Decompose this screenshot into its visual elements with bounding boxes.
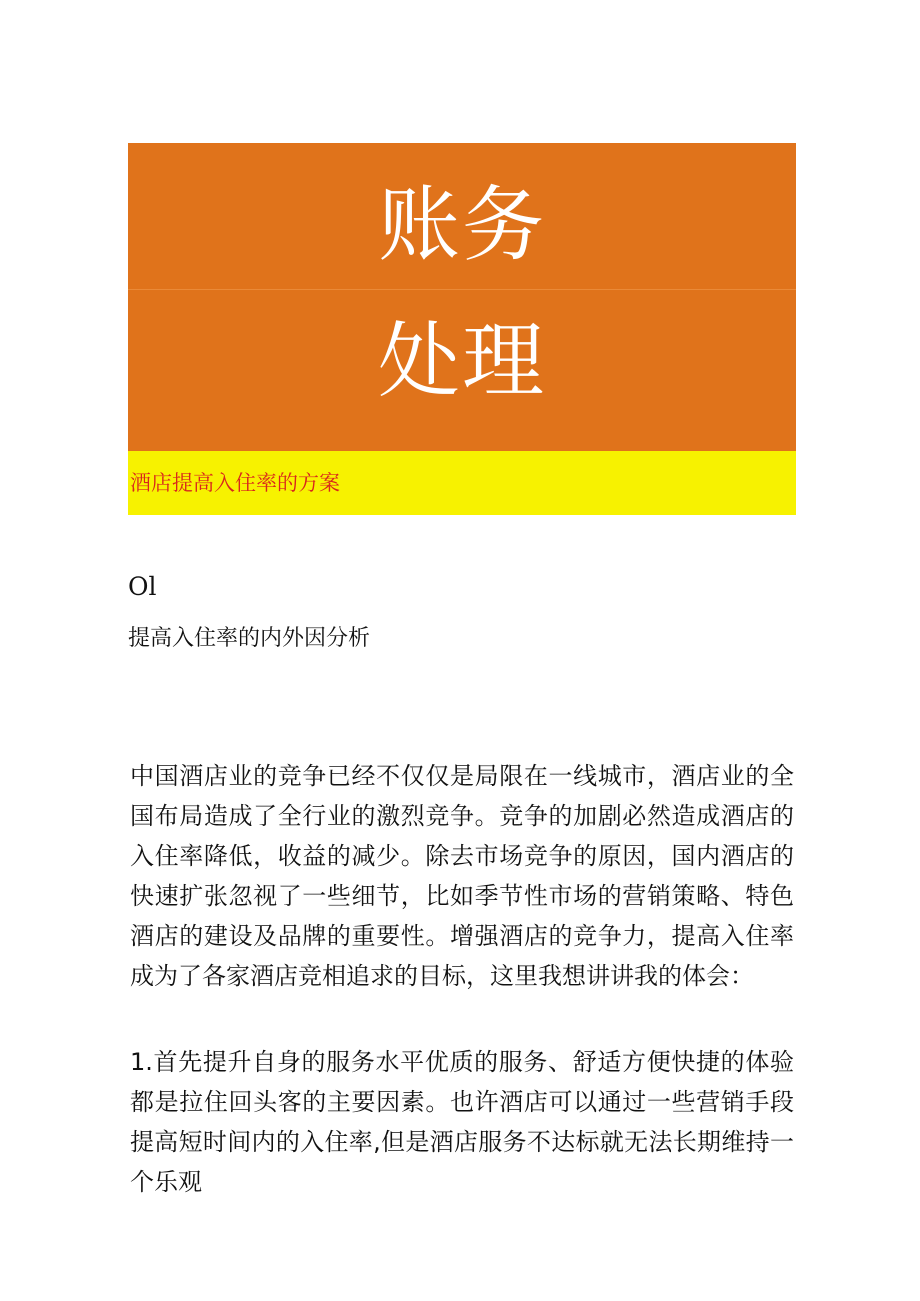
cover-banner [128, 143, 796, 451]
body-paragraph-2: 1.首先提升自身的服务水平优质的服务、舒适方便快捷的体验都是拉住回头客的主要因素。也许酒店可以通过一些营销手段提高短时间内的入住率,但是酒店服务不达标就无法长期维持一个乐观 [130, 1048, 794, 1196]
subtitle-bar [128, 451, 796, 515]
section-number: Ol [128, 572, 157, 601]
cover-title-line1: 账务 [377, 178, 546, 273]
subtitle-text: 酒店提高入住率的方案 [130, 471, 340, 495]
body-paragraph-1: 中国酒店业的竞争已经不仅仅是局限在一线城市，酒店业的全国布局造成了全行业的激烈竞争。竞争的加剧必然造成酒店的入住率降低，收益的减少。除去市场竞争的原因，国内酒店的快速扩张忽视了一些细节，比如季节性市场的营销策略、特色酒店的建设及品牌的重要性。增强酒店的竞争力，提高入住率成为了各家酒店竞相追求的目标，这里我想讲讲我的体会： [130, 762, 794, 990]
cover-divider [128, 289, 796, 290]
section-heading: 提高入住率的内外因分析 [128, 626, 371, 651]
cover-title-line2: 处理 [377, 314, 546, 409]
